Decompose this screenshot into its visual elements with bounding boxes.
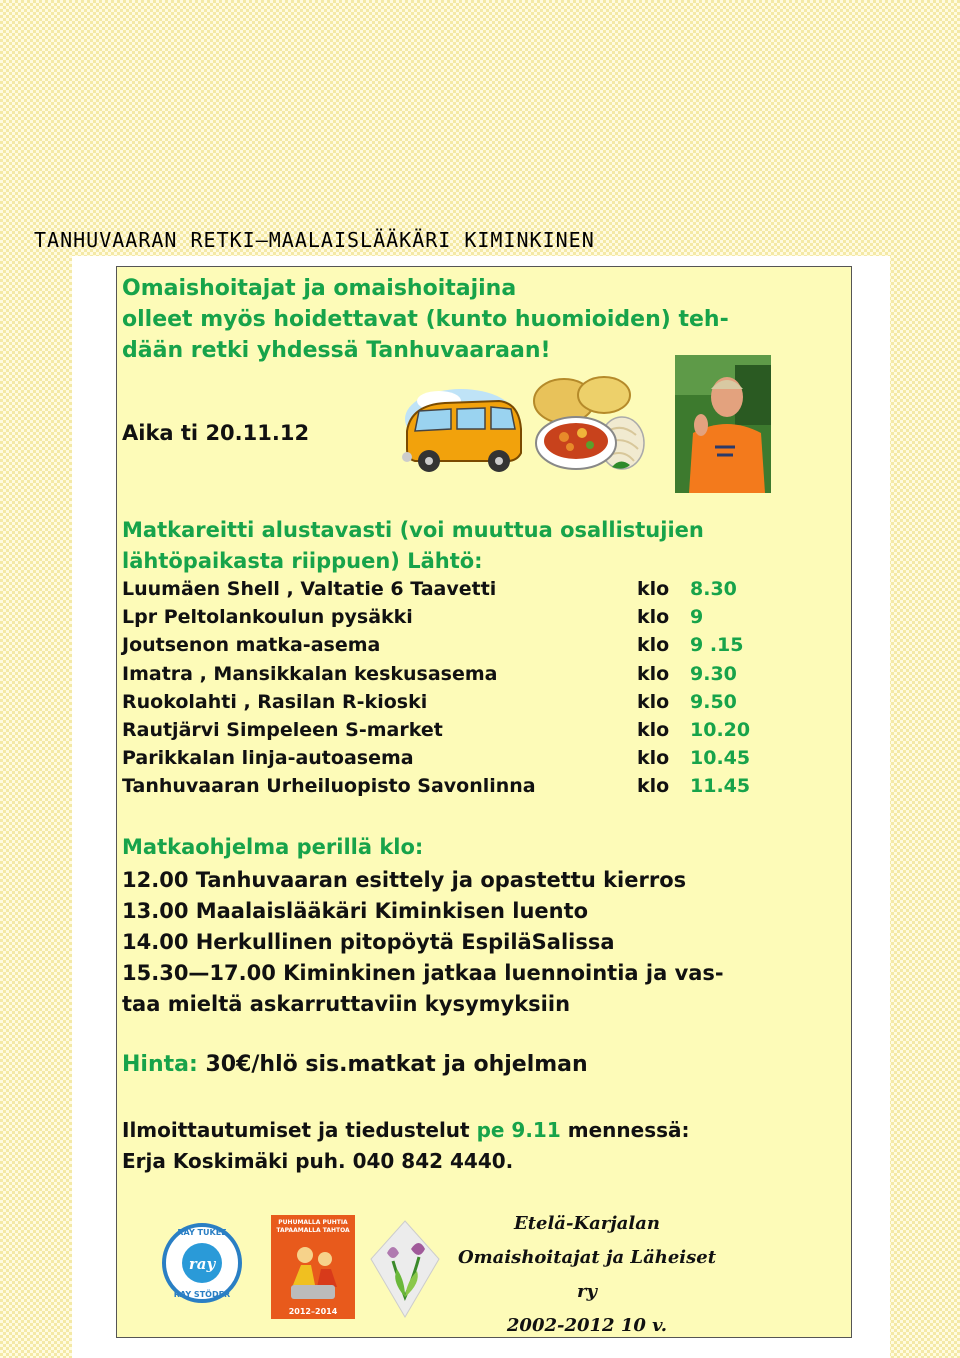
badge-years: 2012–2014 <box>288 1307 338 1316</box>
footer-line: Etelä-Karjalan <box>513 1213 660 1234</box>
registration-line <box>122 1115 842 1146</box>
registration <box>122 1115 842 1177</box>
stop-time: 9 .15 <box>690 634 744 657</box>
intro-text <box>122 273 729 366</box>
program-list <box>122 865 842 1020</box>
ray-center-text: ray <box>188 1255 216 1273</box>
bus-icon <box>399 379 529 479</box>
tulip-logo <box>367 1219 443 1319</box>
program-item: 14.00 Herkullinen pitopöytä EspiläSalissa <box>122 930 615 954</box>
departure-list <box>122 575 842 801</box>
route-heading-line: Matkareitti alustavasti (voi muuttua osallistujien <box>122 518 704 542</box>
klo-label: klo <box>637 747 670 770</box>
klo-label: klo <box>637 578 670 600</box>
organization-name <box>447 1207 727 1343</box>
doctor-photo <box>675 355 771 493</box>
project-badge <box>271 1215 355 1319</box>
food-icon <box>532 371 647 481</box>
intro-line: olleet myös hoidettavat (kunto huomioiden) teh- <box>122 307 729 332</box>
departure-row <box>122 660 842 688</box>
footer-line: Omaishoitajat ja Läheiset ry <box>457 1247 717 1302</box>
stop-place: Rautjärvi Simpeleen S-market <box>122 718 443 741</box>
departure-row <box>122 744 842 772</box>
registration-label: Ilmoittautumiset ja tiedustelut <box>122 1118 470 1142</box>
klo-label: klo <box>637 634 670 657</box>
program-item: 13.00 Maalaislääkäri Kiminkisen luento <box>122 899 589 923</box>
klo-label: klo <box>637 606 670 629</box>
badge-line1: PUHUMALLA PUHTIA <box>278 1219 348 1226</box>
price-label: Hinta: <box>122 1052 198 1077</box>
stop-time: 8.30 <box>690 578 737 600</box>
departure-row <box>122 688 842 716</box>
ray-logo <box>161 1215 243 1313</box>
ray-bottom-text: RAY STÖDER <box>173 1290 231 1299</box>
stop-time: 10.45 <box>690 747 751 770</box>
contact-info: Erja Koskimäki puh. 040 842 4440. <box>122 1149 514 1173</box>
stop-time: 10.20 <box>690 718 751 741</box>
stop-time: 11.45 <box>690 775 751 798</box>
klo-label: klo <box>637 775 670 798</box>
route-heading <box>122 515 704 577</box>
departure-row <box>122 603 842 631</box>
registration-deadline: pe 9.11 <box>476 1118 561 1142</box>
ray-top-text: RAY TUKEE <box>177 1228 227 1237</box>
route-heading-line: lähtöpaikasta riippuen) Lähtö: <box>122 549 483 573</box>
departure-row <box>122 575 842 603</box>
intro-line: dään retki yhdessä Tanhuvaaraan! <box>122 338 551 363</box>
stop-place: Ruokolahti , Rasilan R-kioski <box>122 690 428 713</box>
stop-time: 9 <box>690 606 704 629</box>
stop-place: Parikkalan linja-autoasema <box>122 747 414 770</box>
klo-label: klo <box>637 718 670 741</box>
stop-place: Imatra , Mansikkalan keskusasema <box>122 662 498 685</box>
departure-row <box>122 631 842 659</box>
price-value: 30€/hlö sis.matkat ja ohjelman <box>205 1052 588 1077</box>
event-poster <box>116 266 852 1338</box>
departure-row <box>122 772 842 800</box>
program-heading: Matkaohjelma perillä klo: <box>122 835 424 859</box>
stop-time: 9.50 <box>690 690 737 713</box>
badge-line2: TAPAAMALLA TAHTOA <box>276 1227 350 1234</box>
program-item: taa mieltä askarruttaviin kysymyksiin <box>122 992 571 1016</box>
event-date: Aika ti 20.11.12 <box>122 421 310 445</box>
departure-row <box>122 716 842 744</box>
program-item: 12.00 Tanhuvaaran esittely ja opastettu kierros <box>122 868 687 892</box>
price-line <box>122 1052 588 1077</box>
page-title: TANHUVAARAN RETKI—MAALAISLÄÄKÄRI KIMINKINEN <box>34 228 595 252</box>
stop-place: Lpr Peltolankoulun pysäkki <box>122 606 413 629</box>
stop-place: Tanhuvaaran Urheiluopisto Savonlinna <box>122 775 536 798</box>
intro-line: Omaishoitajat ja omaishoitajina <box>122 276 517 301</box>
klo-label: klo <box>637 690 670 713</box>
klo-label: klo <box>637 662 670 685</box>
registration-suffix: mennessä: <box>567 1118 690 1142</box>
stop-time: 9.30 <box>690 662 737 685</box>
program-item: 15.30—17.00 Kiminkinen jatkaa luennointia ja vas- <box>122 961 724 985</box>
footer-line: 2002-2012 10 v. <box>506 1315 668 1336</box>
stop-place: Luumäen Shell , Valtatie 6 Taavetti <box>122 578 497 600</box>
stop-place: Joutsenon matka-asema <box>122 634 381 657</box>
